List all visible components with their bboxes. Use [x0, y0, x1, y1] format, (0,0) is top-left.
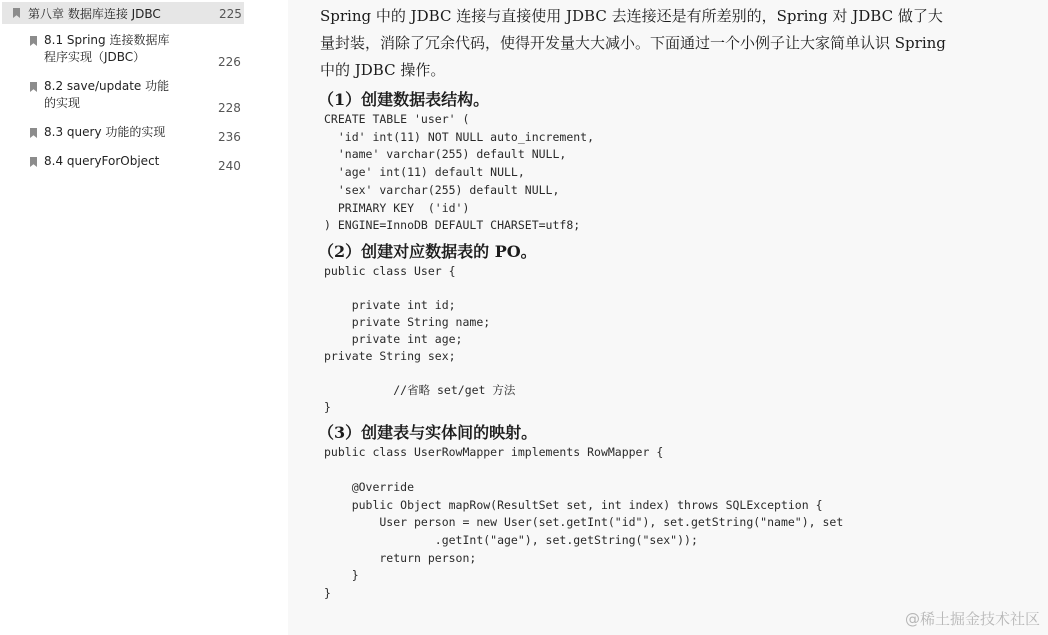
row-mapper-code: public class UserRowMapper implements RowMapper { @Override public Object mapRow(ResultSet set, int index) throws SQLException { User person = new User(set.getInt("id"), set.getString("name"), set .getInt("age"), set.getString("sex")); return person; } }	[324, 445, 844, 600]
bookmark-icon	[30, 36, 37, 46]
user-po-code: public class User { private int id; private String name; private int age; private String sex; //省略 set/get 方法 }	[324, 264, 516, 414]
toc-item-page: 228	[218, 101, 241, 115]
toc-item-title: 8.1 Spring 连接数据库程序实现（JDBC）	[44, 33, 170, 64]
toc-item-page: 226	[218, 55, 241, 69]
toc-item-title: 8.2 save/update 功能的实现	[44, 79, 170, 110]
toc-chapter-title: 第八章 数据库连接 JDBC	[28, 7, 161, 21]
intro-line-3: 中的 JDBC 操作。	[320, 61, 446, 79]
toc-sidebar	[0, 0, 248, 635]
toc-item-title: 8.4 queryForObject	[44, 154, 160, 168]
toc-item-page: 240	[218, 159, 241, 173]
intro-line-2: 量封装，消除了冗余代码，使得开发量大大减小。下面通过一个小例子让大家简单认识 Spring	[320, 34, 946, 52]
intro-line-1: Spring 中的 JDBC 连接与直接使用 JDBC 去连接还是有所差别的，Spring 对 JDBC 做了大	[320, 7, 943, 25]
toc-item-8-3[interactable]	[0, 124, 248, 144]
bookmark-icon	[30, 82, 37, 92]
step-3-heading: （3）创建表与实体间的映射。	[318, 423, 538, 442]
step-2-heading: （2）创建对应数据表的 PO。	[318, 242, 537, 261]
toc-item-title: 8.3 query 功能的实现	[44, 125, 166, 139]
toc-item-8-4[interactable]	[0, 153, 248, 173]
watermark: @稀土掘金技术社区	[904, 610, 1040, 628]
document-page	[288, 0, 1048, 635]
bookmark-icon	[13, 8, 20, 18]
step-1-heading: （1）创建数据表结构。	[318, 90, 490, 109]
bookmark-icon	[30, 157, 37, 167]
toc-chapter-page: 225	[219, 7, 242, 21]
bookmark-icon	[30, 128, 37, 138]
toc-item-8-1[interactable]	[0, 32, 248, 68]
toc-item-page: 236	[218, 130, 241, 144]
create-table-code: CREATE TABLE 'user' ( 'id' int(11) NOT NULL auto_increment, 'name' varchar(255) default NULL, 'age' int(11) default NULL, 'sex' varchar(255) default NULL, PRIMARY KEY ('id') ) ENGINE=InnoDB DEFAULT CHARSET=utf8;	[324, 112, 595, 233]
toc-chapter-8[interactable]	[2, 2, 244, 24]
toc-item-8-2[interactable]	[0, 78, 248, 114]
